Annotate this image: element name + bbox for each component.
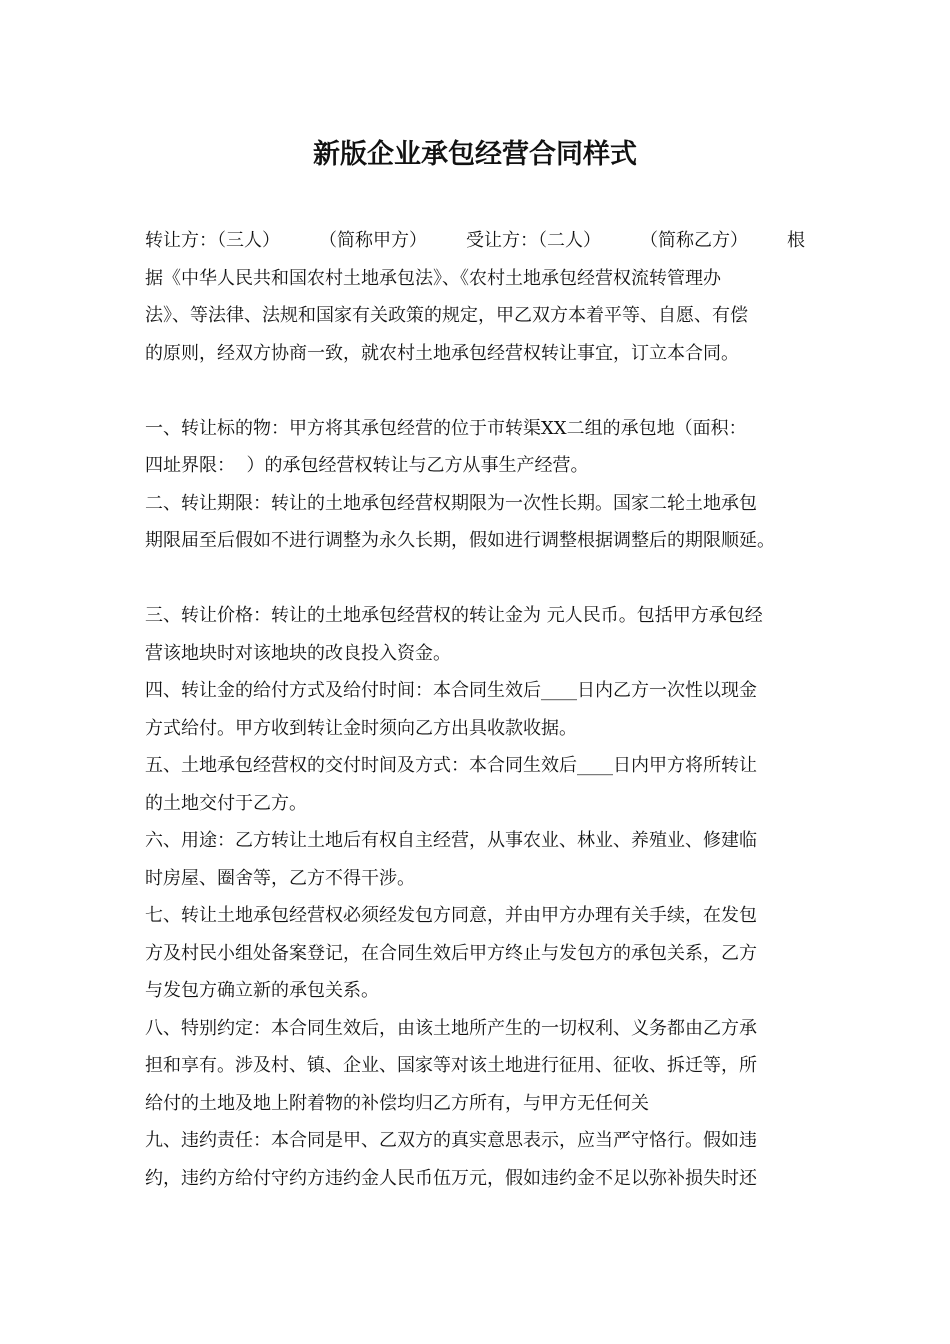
clause-line: 二、转让期限：转让的土地承包经营权期限为一次性长期。国家二轮土地承包 — [145, 492, 757, 514]
transferee-label: 受让方：（二人） — [466, 230, 601, 251]
clause-line: 给付的土地及地上附着物的补偿均归乙方所有，与甲方无任何关 — [145, 1092, 649, 1114]
clause-line: 四址界限： ）的承包经营权转让与乙方从事生产经营。 — [145, 455, 589, 476]
clause-line: 的土地交付于乙方。 — [145, 792, 307, 814]
clause-line: 方式给付。甲方收到转让金时须向乙方出具收款收据。 — [145, 717, 577, 739]
clause-line: 约，违约方给付守约方违约金人民币伍万元，假如违约金不足以弥补损失时还 — [145, 1167, 757, 1189]
page-title: 新版企业承包经营合同样式 — [313, 139, 637, 170]
clause-line: 九、违约责任：本合同是甲、乙双方的真实意思表示，应当严守恪行。假如违 — [145, 1130, 757, 1151]
clause-line: 八、特别约定：本合同生效后，由该土地所产生的一切权利、义务都由乙方承 — [145, 1017, 757, 1039]
clause-line: 营该地块时对该地块的改良投入资金。 — [145, 642, 451, 664]
clause-line: 担和享有。涉及村、镇、企业、国家等对该土地进行征用、征收、拆迁等，所 — [145, 1055, 757, 1076]
paragraph-gap — [145, 560, 835, 598]
clause-line: 四、转让金的给付方式及给付时间：本合同生效后____日内乙方一次性以现金 — [145, 680, 757, 701]
intro-line: 法》、等法律、法规和国家有关政策的规定，甲乙双方本着平等、自愿、有偿 — [145, 305, 748, 326]
clause-line: 方及村民小组处备案登记，在合同生效后甲方终止与发包方的承包关系，乙方 — [145, 942, 757, 964]
clause-line: 五、土地承包经营权的交付时间及方式：本合同生效后____日内甲方将所转让 — [145, 755, 757, 776]
clause-line: 七、转让土地承包经营权必须经发包方同意，并由甲方办理有关手续，在发包 — [145, 905, 757, 926]
clause-line: 与发包方确立新的承包关系。 — [145, 980, 379, 1001]
transferee-short: （简称乙方） — [640, 230, 748, 251]
clause-line: 一、转让标的物：甲方将其承包经营的位于市转渠XX二组的承包地（面积： — [145, 417, 747, 439]
intro-line: 据《中华人民共和国农村土地承包法》、《农村土地承包经营权流转管理办 — [145, 267, 721, 289]
contract-body — [145, 222, 835, 1197]
clause-line: 时房屋、圈舍等，乙方不得干涉。 — [145, 867, 415, 889]
paragraph-gap — [145, 372, 835, 410]
clause-line: 期限届至后假如不进行调整为永久长期，假如进行调整根据调整后的期限顺延。 — [145, 530, 775, 551]
transferor-label: 转让方：（三人） — [145, 230, 280, 251]
intro-line-tail: 根 — [787, 230, 805, 251]
parties-line — [145, 222, 805, 260]
clause-line: 三、转让价格：转让的土地承包经营权的转让金为 元人民币。包括甲方承包经 — [145, 605, 763, 626]
clause-line: 六、用途：乙方转让土地后有权自主经营，从事农业、林业、养殖业、修建临 — [145, 830, 757, 851]
intro-line: 的原则，经双方协商一致，就农村土地承包经营权转让事宜，订立本合同。 — [145, 342, 739, 364]
transferor-short: （简称甲方） — [319, 230, 427, 251]
